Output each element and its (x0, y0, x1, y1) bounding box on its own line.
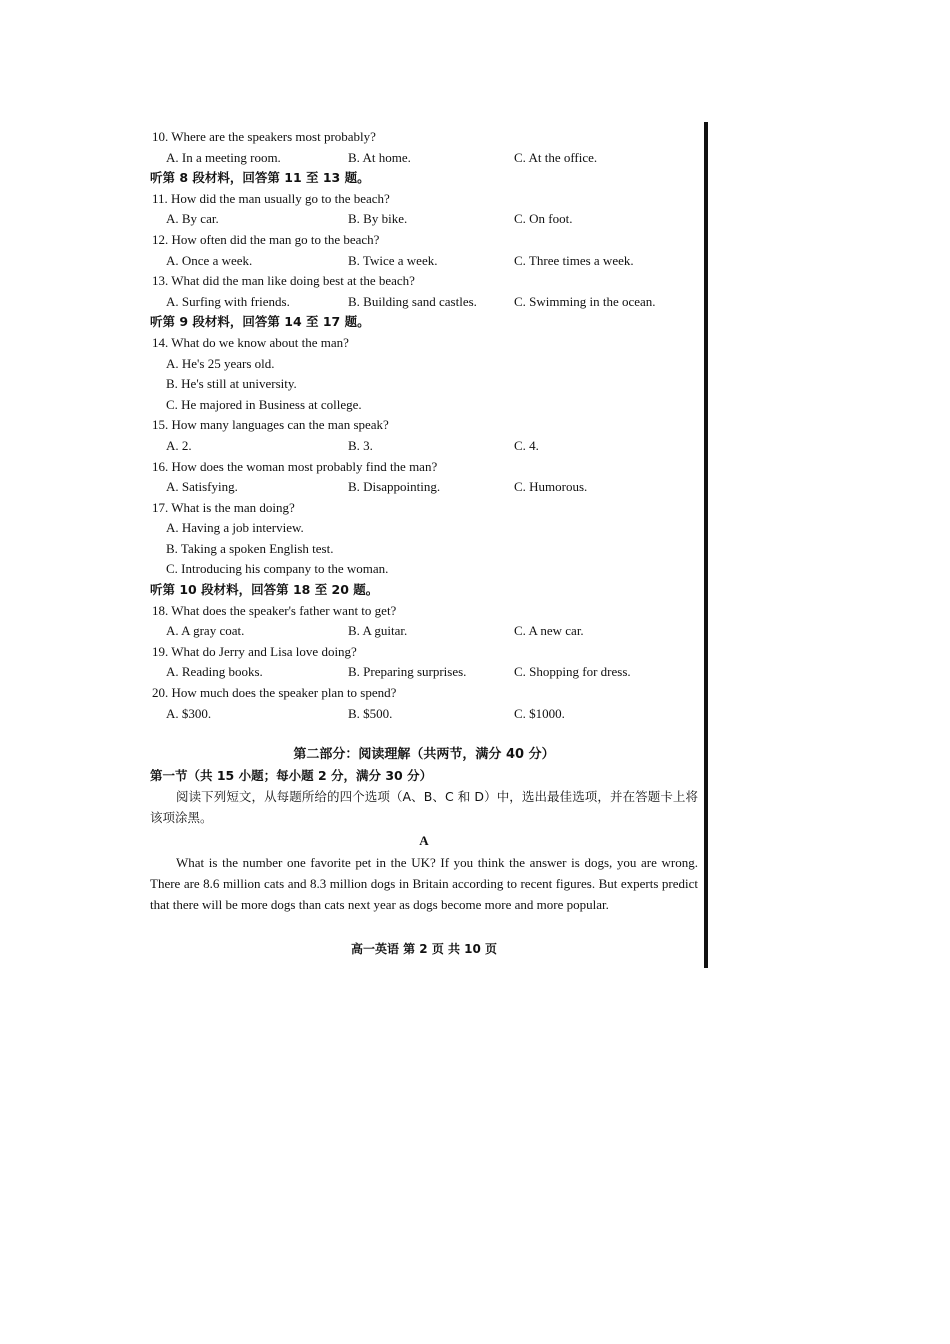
question-list (150, 127, 698, 724)
options-row (150, 662, 698, 683)
answer-option-b: B. 3. (348, 437, 373, 453)
question-stem: 16. How does the woman most probably find the man? (152, 458, 438, 474)
answer-option-a: A. $300. (166, 705, 212, 721)
page-footer: 高一英语 第 2 页 共 10 页 (350, 942, 498, 956)
answer-option-c: C. On foot. (514, 211, 573, 227)
page-content (150, 127, 698, 915)
answer-option-a: A. By car. (166, 211, 219, 227)
answer-option-a: A. Once a week. (166, 252, 253, 268)
answer-option-a: A. 2. (166, 437, 192, 453)
question-stem: 20. How much does the speaker plan to spend? (152, 685, 397, 701)
answer-option: B. He's still at university. (166, 376, 297, 392)
section-one-title: 第一节（共 15 小题；每小题 2 分，满分 30 分） (150, 768, 433, 784)
answer-option-a: A. Satisfying. (166, 479, 238, 495)
question-stem: 14. What do we know about the man? (152, 334, 349, 350)
question-stem: 18. What does the speaker's father want to get? (152, 602, 397, 618)
answer-option-c: C. At the office. (514, 149, 598, 165)
answer-option-c: C. Humorous. (514, 479, 588, 495)
section-header: 听第 9 段材料，回答第 14 至 17 题。 (150, 314, 370, 330)
margin-rule (704, 122, 708, 968)
options-row (150, 251, 698, 272)
answer-option-b: B. Twice a week. (348, 252, 438, 268)
answer-option: C. Introducing his company to the woman. (166, 561, 389, 577)
answer-option-c: C. $1000. (514, 705, 565, 721)
options-row (150, 292, 698, 313)
answer-option: A. He's 25 years old. (166, 355, 275, 371)
answer-option-b: B. Building sand castles. (348, 293, 477, 309)
answer-option-b: B. Preparing surprises. (348, 664, 467, 680)
answer-option-c: C. 4. (514, 437, 539, 453)
question-stem: 17. What is the man doing? (152, 499, 295, 515)
answer-option-c: C. Shopping for dress. (514, 664, 631, 680)
question-stem: 19. What do Jerry and Lisa love doing? (152, 643, 357, 659)
section-header: 听第 8 段材料，回答第 11 至 13 题。 (150, 170, 370, 186)
answer-option-a: A. A gray coat. (166, 623, 245, 639)
options-row (150, 148, 698, 169)
options-row (150, 477, 698, 498)
answer-option-a: A. Reading books. (166, 664, 263, 680)
answer-option-b: B. By bike. (348, 211, 408, 227)
passage-label: A (419, 833, 429, 849)
options-row (150, 209, 698, 230)
question-stem: 11. How did the man usually go to the beach? (152, 190, 390, 206)
options-row (150, 704, 698, 725)
spacer (150, 724, 698, 744)
answer-option-b: B. $500. (348, 705, 393, 721)
options-row (150, 621, 698, 642)
answer-option: C. He majored in Business at college. (166, 396, 362, 412)
section-header: 听第 10 段材料，回答第 18 至 20 题。 (150, 582, 379, 598)
answer-option-c: C. Three times a week. (514, 252, 634, 268)
answer-option-c: C. Swimming in the ocean. (514, 293, 656, 309)
instructions: 阅读下列短文，从每题所给的四个选项（A、B、C 和 D）中，选出最佳选项，并在答题卡上将该项涂黑。 (150, 789, 698, 826)
question-stem: 13. What did the man like doing best at the beach? (152, 273, 415, 289)
answer-option-a: A. Surfing with friends. (166, 293, 290, 309)
answer-option-b: B. A guitar. (348, 623, 408, 639)
options-row (150, 436, 698, 457)
answer-option: B. Taking a spoken English test. (166, 540, 334, 556)
question-stem: 10. Where are the speakers most probably? (152, 129, 376, 144)
answer-option-c: C. A new car. (514, 623, 584, 639)
answer-option-b: B. Disappointing. (348, 479, 441, 495)
answer-option-a: A. In a meeting room. (166, 149, 281, 165)
answer-option-b: B. At home. (348, 149, 411, 165)
question-stem: 12. How often did the man go to the beach? (152, 231, 380, 247)
part-two-title: 第二部分：阅读理解（共两节，满分 40 分） (293, 747, 555, 763)
question-stem: 15. How many languages can the man speak? (152, 417, 389, 433)
answer-option: A. Having a job interview. (166, 520, 304, 536)
passage-text: What is the number one favorite pet in the UK? If you think the answer is dogs, you are wrong. There are 8.6 million cats and 8.3 million dogs in Britain according to recent figures. But experts predict that there will be more dogs than cats next year as dogs become more and more popular. (150, 855, 698, 913)
